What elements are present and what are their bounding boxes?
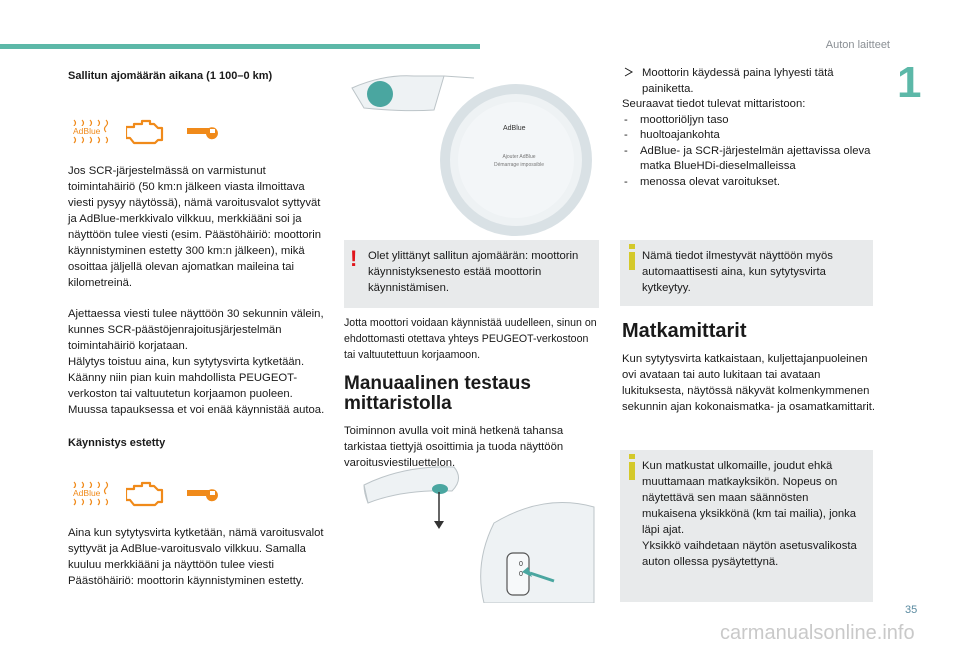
instrument-cluster-illustration [344, 70, 600, 238]
info-icon [626, 244, 638, 270]
info-callout-1-text: Nämä tiedot ilmestyvät näyttöön myös automaattisesti aina, kun sytytysvirta kytkeytyy. [642, 250, 833, 294]
chapter-number: 1 [897, 58, 922, 107]
heading-manual-test: Manuaalinen testaus mittaristolla [344, 373, 531, 414]
engine-warning-icon [126, 479, 166, 507]
info-icon [626, 454, 638, 480]
heading-allowed-range: Sallitun ajomäärän aikana (1 100–0 km) [68, 70, 273, 82]
step-press-button [622, 66, 880, 97]
intro-following-info: Seuraavat tiedot tulevat mittaristoon: [622, 98, 806, 110]
adblue-icon [68, 117, 108, 145]
wrench-icon [184, 483, 218, 503]
dial-text-start-impossible: Démarrage impossible [493, 162, 545, 168]
column-3-body [622, 320, 880, 415]
adblue-icon-label: AdBlue [73, 126, 101, 136]
adblue-icon-label: AdBlue [73, 488, 101, 498]
info-callout-2 [620, 450, 873, 602]
paragraph-contact-network: Jotta moottori voidaan käynnistää uudelleen, sinun on ehdottomasti otettava yhteys PEUGEOT-verkostoon tai valtuutettuun korjaamoon. [344, 317, 597, 361]
paragraph-alarm-repeat: Hälytys toistuu aina, kun sytytysvirta kytketään. Käänny niin pian kuin mahdollista PEUGEOT-verkoston tai valtuutetun korjaamon puoleen. Muussa tapauksessa et voi enää käynnistää autoa. [68, 356, 325, 416]
arrow-right-icon [624, 66, 634, 84]
column-1-footer [68, 525, 326, 589]
column-1 [68, 68, 326, 84]
paragraph-start-prevented: Aina kun sytytysvirta kytketään, nämä varoitusvalot syttyvät ja AdBlue-varoitusvalo vilkkuu. Samalla kuuluu merkkiääni ja näyttöön tulee viesti Päästöhäiriö: moottorin käynnistyminen estetty. [68, 527, 324, 587]
engine-warning-icon [126, 117, 166, 145]
paragraph-odometers: Kun sytytysvirta katkaistaan, kuljettajanpuoleinen ovi avataan tai auto lukitaan tai avataan lukituksesta, näytössä näkyvät kolmenkymmenen sekunnin ajan kokonaismatka- ja osamatkamittarit. [622, 353, 876, 413]
warning-callout [344, 240, 599, 308]
steering-wheel-illustration [344, 463, 600, 603]
heading-start-prevented: Käynnistys estetty [68, 437, 166, 449]
info-list [622, 113, 880, 191]
column-1-body [68, 163, 326, 451]
adblue-icon [68, 479, 108, 507]
list-item: - AdBlue- ja SCR-järjestelmän ajettavissa oleva matka BlueHDi-dieselmalleissa [622, 144, 880, 175]
step-press-button-text: Moottorin käydessä paina lyhyesti tätä painiketta. [642, 67, 834, 95]
paragraph-manual-test: Toiminnon avulla voit minä hetkenä tahansa tarkistaa tiettyjä osoittimia ja tuoda näyttöön varoitusviestiluettelon. [344, 425, 564, 469]
list-item: - moottoriöljyn taso [622, 113, 880, 129]
warning-callout-text: Olet ylittänyt sallitun ajomäärän: moottorin käynnistyksenesto estää moottorin käynnistämisen. [368, 250, 579, 294]
info-callout-1 [620, 240, 873, 306]
watermark: carmanualsonline.info [720, 622, 915, 644]
info-callout-2-text: Kun matkustat ulkomaille, joudut ehkä muuttamaan matkayksikön. Nopeus on näytettävä sen maan säännösten mukaisena yksikkönä (km tai mailia), jonka läpi ajat. Yksikkö vaihdetaan näytön asetusvalikosta auton ollessa pysäytettynä. [642, 460, 857, 568]
heading-odometers: Matkamittarit [622, 320, 747, 342]
dial-adblue-label: AdBlue [503, 125, 526, 132]
wrench-icon [184, 121, 218, 141]
warning-icons-row-2 [68, 479, 218, 507]
paragraph-message-interval: Ajettaessa viesti tulee näyttöön 30 sekunnin välein, kunnes SCR-päästöjenrajoitusjärjestelmän toimintahäiriö korjataan. [68, 308, 324, 352]
header-accent-bar [0, 44, 480, 49]
svg-text:0: 0 [519, 571, 523, 578]
column-2-body [344, 315, 602, 471]
page-number: 35 [905, 604, 918, 616]
list-item: - menossa olevat varoitukset. [622, 175, 880, 191]
dial-text-add-adblue: Ajouter AdBlue [502, 154, 536, 160]
warning-icons-row-1 [68, 117, 218, 145]
column-3-top [622, 66, 880, 190]
warning-exclamation-icon: ! [350, 246, 358, 271]
section-title: Auton laitteet [825, 39, 890, 51]
paragraph-scr-fault: Jos SCR-järjestelmässä on varmistunut toimintahäiriö (50 km:n jälkeen viasta ilmoittava viesti pysyy näytössä), nämä varoitusvalot syttyvät ja AdBlue-merkkivalo vilkkuu, merkkiääni soi ja näyttöön tulee viesti (esim. Päästöhäiriö: moottorin käynnistyminen estetty 300 km:n jälkeen), mikä osoittaa jäljellä olevan ajomatkan maileina tai kilometreinä. [68, 165, 322, 289]
svg-text:0: 0 [519, 561, 523, 568]
list-item: - huoltoajankohta [622, 128, 880, 144]
